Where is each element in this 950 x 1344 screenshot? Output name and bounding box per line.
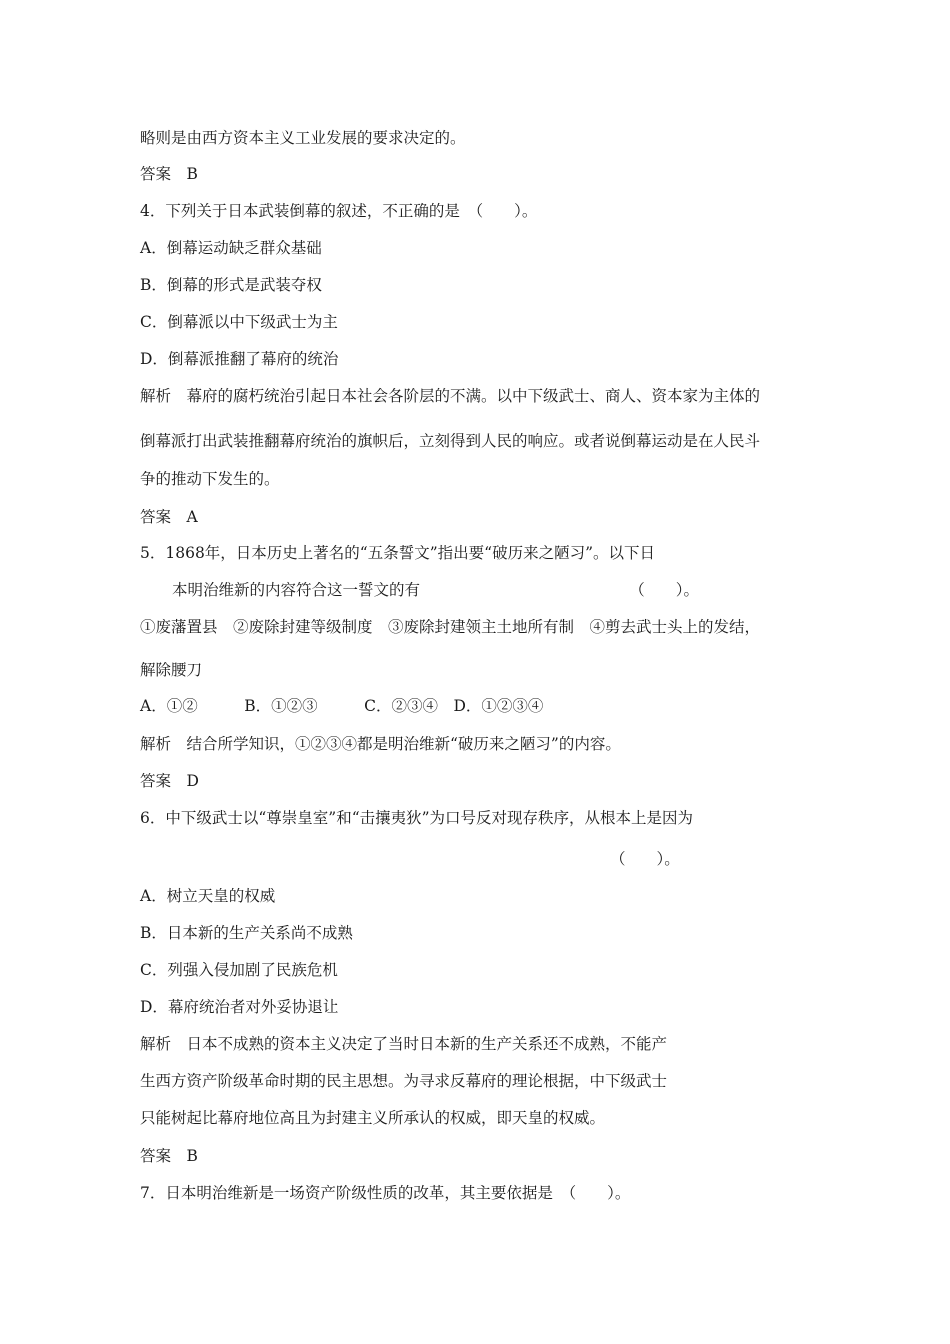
option-a: A．倒幕运动缺乏群众基础 bbox=[140, 239, 322, 257]
text-line: 略则是由西方资本主义工业发展的要求决定的。 bbox=[140, 129, 466, 147]
answer-blank: （ ）。 bbox=[610, 850, 680, 868]
question-5: 5．1868年，日本历史上著名的“五条誓文”指出要“破历来之陋习”。以下日 bbox=[140, 544, 656, 562]
answer-line: 答案 A bbox=[140, 508, 198, 526]
analysis-line: 争的推动下发生的。 bbox=[140, 470, 280, 488]
question-5-items: ①废藩置县 ②废除封建等级制度 ③废除封建领主土地所有制 ④剪去武士头上的发结， bbox=[140, 618, 761, 636]
analysis-line: 解析 幕府的腐朽统治引起日本社会各阶层的不满。以中下级武士、商人、资本家为主体的 bbox=[140, 387, 761, 405]
option-d: D．倒幕派推翻了幕府的统治 bbox=[140, 350, 339, 368]
analysis-line: 解析 结合所学知识，①②③④都是明治维新“破历来之陋习”的内容。 bbox=[140, 735, 621, 753]
answer-line: 答案 B bbox=[140, 165, 198, 183]
answer-line: 答案 D bbox=[140, 772, 199, 790]
option-b: B．倒幕的形式是武装夺权 bbox=[140, 276, 322, 294]
option-a: A．树立天皇的权威 bbox=[140, 887, 276, 905]
question-6: 6．中下级武士以“尊崇皇室”和“击攘夷狄”为口号反对现存秩序，从根本上是因为 bbox=[140, 809, 694, 827]
answer-line: 答案 B bbox=[140, 1147, 198, 1165]
analysis-line: 解析 日本不成熟的资本主义决定了当时日本新的生产关系还不成熟，不能产 bbox=[140, 1035, 668, 1053]
option-b: B．日本新的生产关系尚不成熟 bbox=[140, 924, 353, 942]
analysis-line: 倒幕派打出武装推翻幕府统治的旗帜后，立刻得到人民的响应。或者说倒幕运动是在人民斗 bbox=[140, 432, 761, 450]
question-5-items-cont: 解除腰刀 bbox=[140, 661, 203, 679]
analysis-line: 生西方资产阶级革命时期的民主思想。为寻求反幕府的理论根据，中下级武士 bbox=[140, 1072, 668, 1090]
question-4: 4．下列关于日本武装倒幕的叙述，不正确的是 （ ）。 bbox=[140, 202, 538, 220]
option-d: D．幕府统治者对外妥协退让 bbox=[140, 998, 339, 1016]
question-5-cont: 本明治维新的内容符合这一誓文的有 （ ）。 bbox=[172, 581, 700, 599]
options-row: A．①② B．①②③ C．②③④ D．①②③④ bbox=[140, 697, 544, 715]
option-c: C．列强入侵加剧了民族危机 bbox=[140, 961, 338, 979]
option-c: C．倒幕派以中下级武士为主 bbox=[140, 313, 338, 331]
question-7: 7．日本明治维新是一场资产阶级性质的改革，其主要依据是 （ ）。 bbox=[140, 1184, 631, 1202]
analysis-line: 只能树起比幕府地位高且为封建主义所承认的权威，即天皇的权威。 bbox=[140, 1109, 606, 1127]
